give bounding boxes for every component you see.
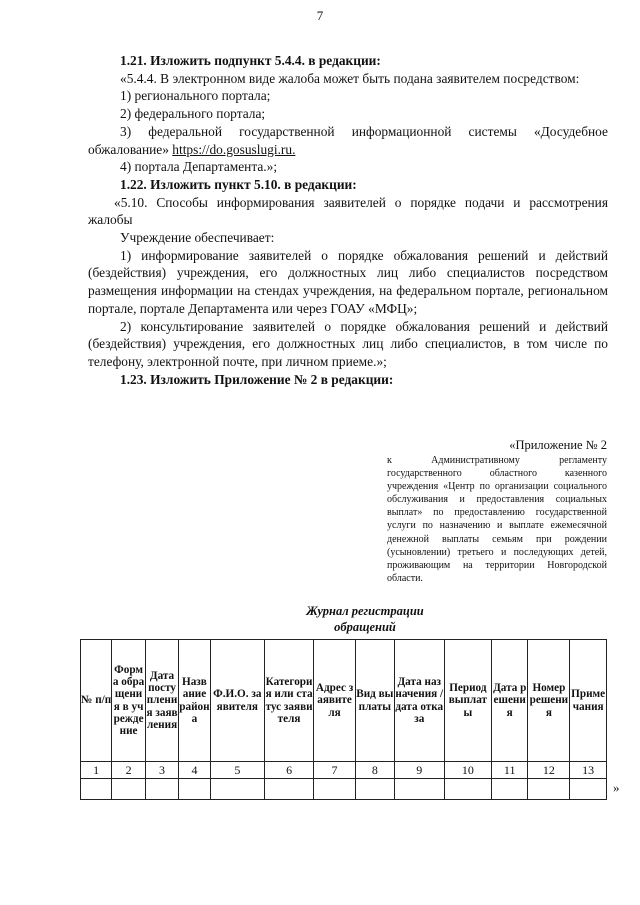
empty-cell xyxy=(570,779,607,800)
column-header: Период выплаты xyxy=(444,640,491,762)
column-number: 9 xyxy=(394,762,444,779)
list-item-5-10-2: 2) консультирование заявителей о порядке обжалования решений и действий (бездействия) учреждения, его должностных лиц либо специалистов, в том числе по телефону, электронной почте, при личном приеме.»; xyxy=(88,318,608,369)
appendix-text: к Административному регламенту государственного областного казенного учреждения «Центр по организации социального обслуживания и предоставления социальных выплат» по предоставлению государственной услуги по назначению и выплате ежемесячной денежной выплаты семьям при рождении (усыновлении) третьего и последующих детей, проживающим на территории Новгородской области. xyxy=(387,455,607,584)
appendix-title: «Приложение № 2 xyxy=(509,438,607,452)
paragraph-5-4-4-intro: «5.4.4. В электронном виде жалоба может быть подана заявителем посредством: xyxy=(120,70,580,86)
heading-1-21: 1.21. Изложить подпункт 5.4.4. в редакции: xyxy=(120,53,381,68)
list-item-5-10-1: 1) информирование заявителей о порядке обжалования решений и действий (бездействия) учреждения, его должностных лиц либо специалистов посредством размещения информации на стендах учреждения, на федеральном портале, региональном портале, портале Департамента или через ГОАУ «МФЦ»; xyxy=(88,247,608,316)
column-number: 11 xyxy=(491,762,528,779)
column-header: Дата поступления заявления xyxy=(145,640,178,762)
list-item-5-4-4-4: 4) портала Департамента.»; xyxy=(120,159,278,175)
column-number: 2 xyxy=(112,762,145,779)
empty-cell xyxy=(355,779,394,800)
list-item-5-4-4-2: 2) федерального портала; xyxy=(120,106,266,122)
column-header: Номер решения xyxy=(528,640,570,762)
journal-title-text: Журнал регистрации обращений xyxy=(306,604,424,634)
column-header: Дата решения xyxy=(491,640,528,762)
empty-cell xyxy=(528,779,570,800)
table-header-row xyxy=(81,640,607,762)
heading-1-23: 1.23. Изложить Приложение № 2 в редакции: xyxy=(120,371,394,387)
appendix-block xyxy=(387,437,607,585)
column-header: Категория или статус заявителя xyxy=(265,640,314,762)
empty-cell xyxy=(265,779,314,800)
empty-cell xyxy=(210,779,264,800)
column-header: Примечания xyxy=(570,640,607,762)
empty-cell xyxy=(179,779,210,800)
paragraph-5-10-provides: Учреждение обеспечивает: xyxy=(120,230,275,246)
empty-cell xyxy=(394,779,444,800)
empty-cell xyxy=(491,779,528,800)
column-number: 5 xyxy=(210,762,264,779)
paragraph-5-10-intro: «5.10. Способы информирования заявителей о порядке подачи и рассмотрения жалобы xyxy=(88,194,608,228)
column-number: 6 xyxy=(265,762,314,779)
empty-cell xyxy=(81,779,112,800)
journal-title xyxy=(0,604,640,635)
table-number-row xyxy=(81,762,607,779)
column-number: 8 xyxy=(355,762,394,779)
column-number: 13 xyxy=(570,762,607,779)
empty-cell xyxy=(314,779,356,800)
column-header: Форма обращения в учреждение xyxy=(112,640,145,762)
column-header: Дата назначения / дата отказа xyxy=(394,640,444,762)
column-header: Вид выплаты xyxy=(355,640,394,762)
document-body xyxy=(88,52,608,388)
list-item-5-4-4-3-text: 3) федеральной государственной информационной системы «Досудебное обжалование» xyxy=(88,123,608,157)
column-number: 7 xyxy=(314,762,356,779)
heading-1-22: 1.22. Изложить пункт 5.10. в редакции: xyxy=(120,176,357,192)
registration-journal-table xyxy=(80,639,607,800)
column-header: Название района xyxy=(179,640,210,762)
list-item-5-4-4-1: 1) регионального портала; xyxy=(120,88,271,104)
column-header: Ф.И.О. заявителя xyxy=(210,640,264,762)
page-number: 7 xyxy=(316,8,324,23)
column-number: 4 xyxy=(179,762,210,779)
closing-quote: » xyxy=(613,780,620,795)
list-item-5-4-4-3 xyxy=(88,123,608,158)
table-empty-row xyxy=(81,779,607,800)
empty-cell xyxy=(444,779,491,800)
gosuslugi-link[interactable]: https://do.gosuslugi.ru. xyxy=(172,141,296,157)
column-header: № п/п xyxy=(81,640,112,762)
column-number: 12 xyxy=(528,762,570,779)
empty-cell xyxy=(145,779,178,800)
column-number: 3 xyxy=(145,762,178,779)
column-header: Адрес заявителя xyxy=(314,640,356,762)
column-number: 10 xyxy=(444,762,491,779)
column-number: 1 xyxy=(81,762,112,779)
empty-cell xyxy=(112,779,145,800)
